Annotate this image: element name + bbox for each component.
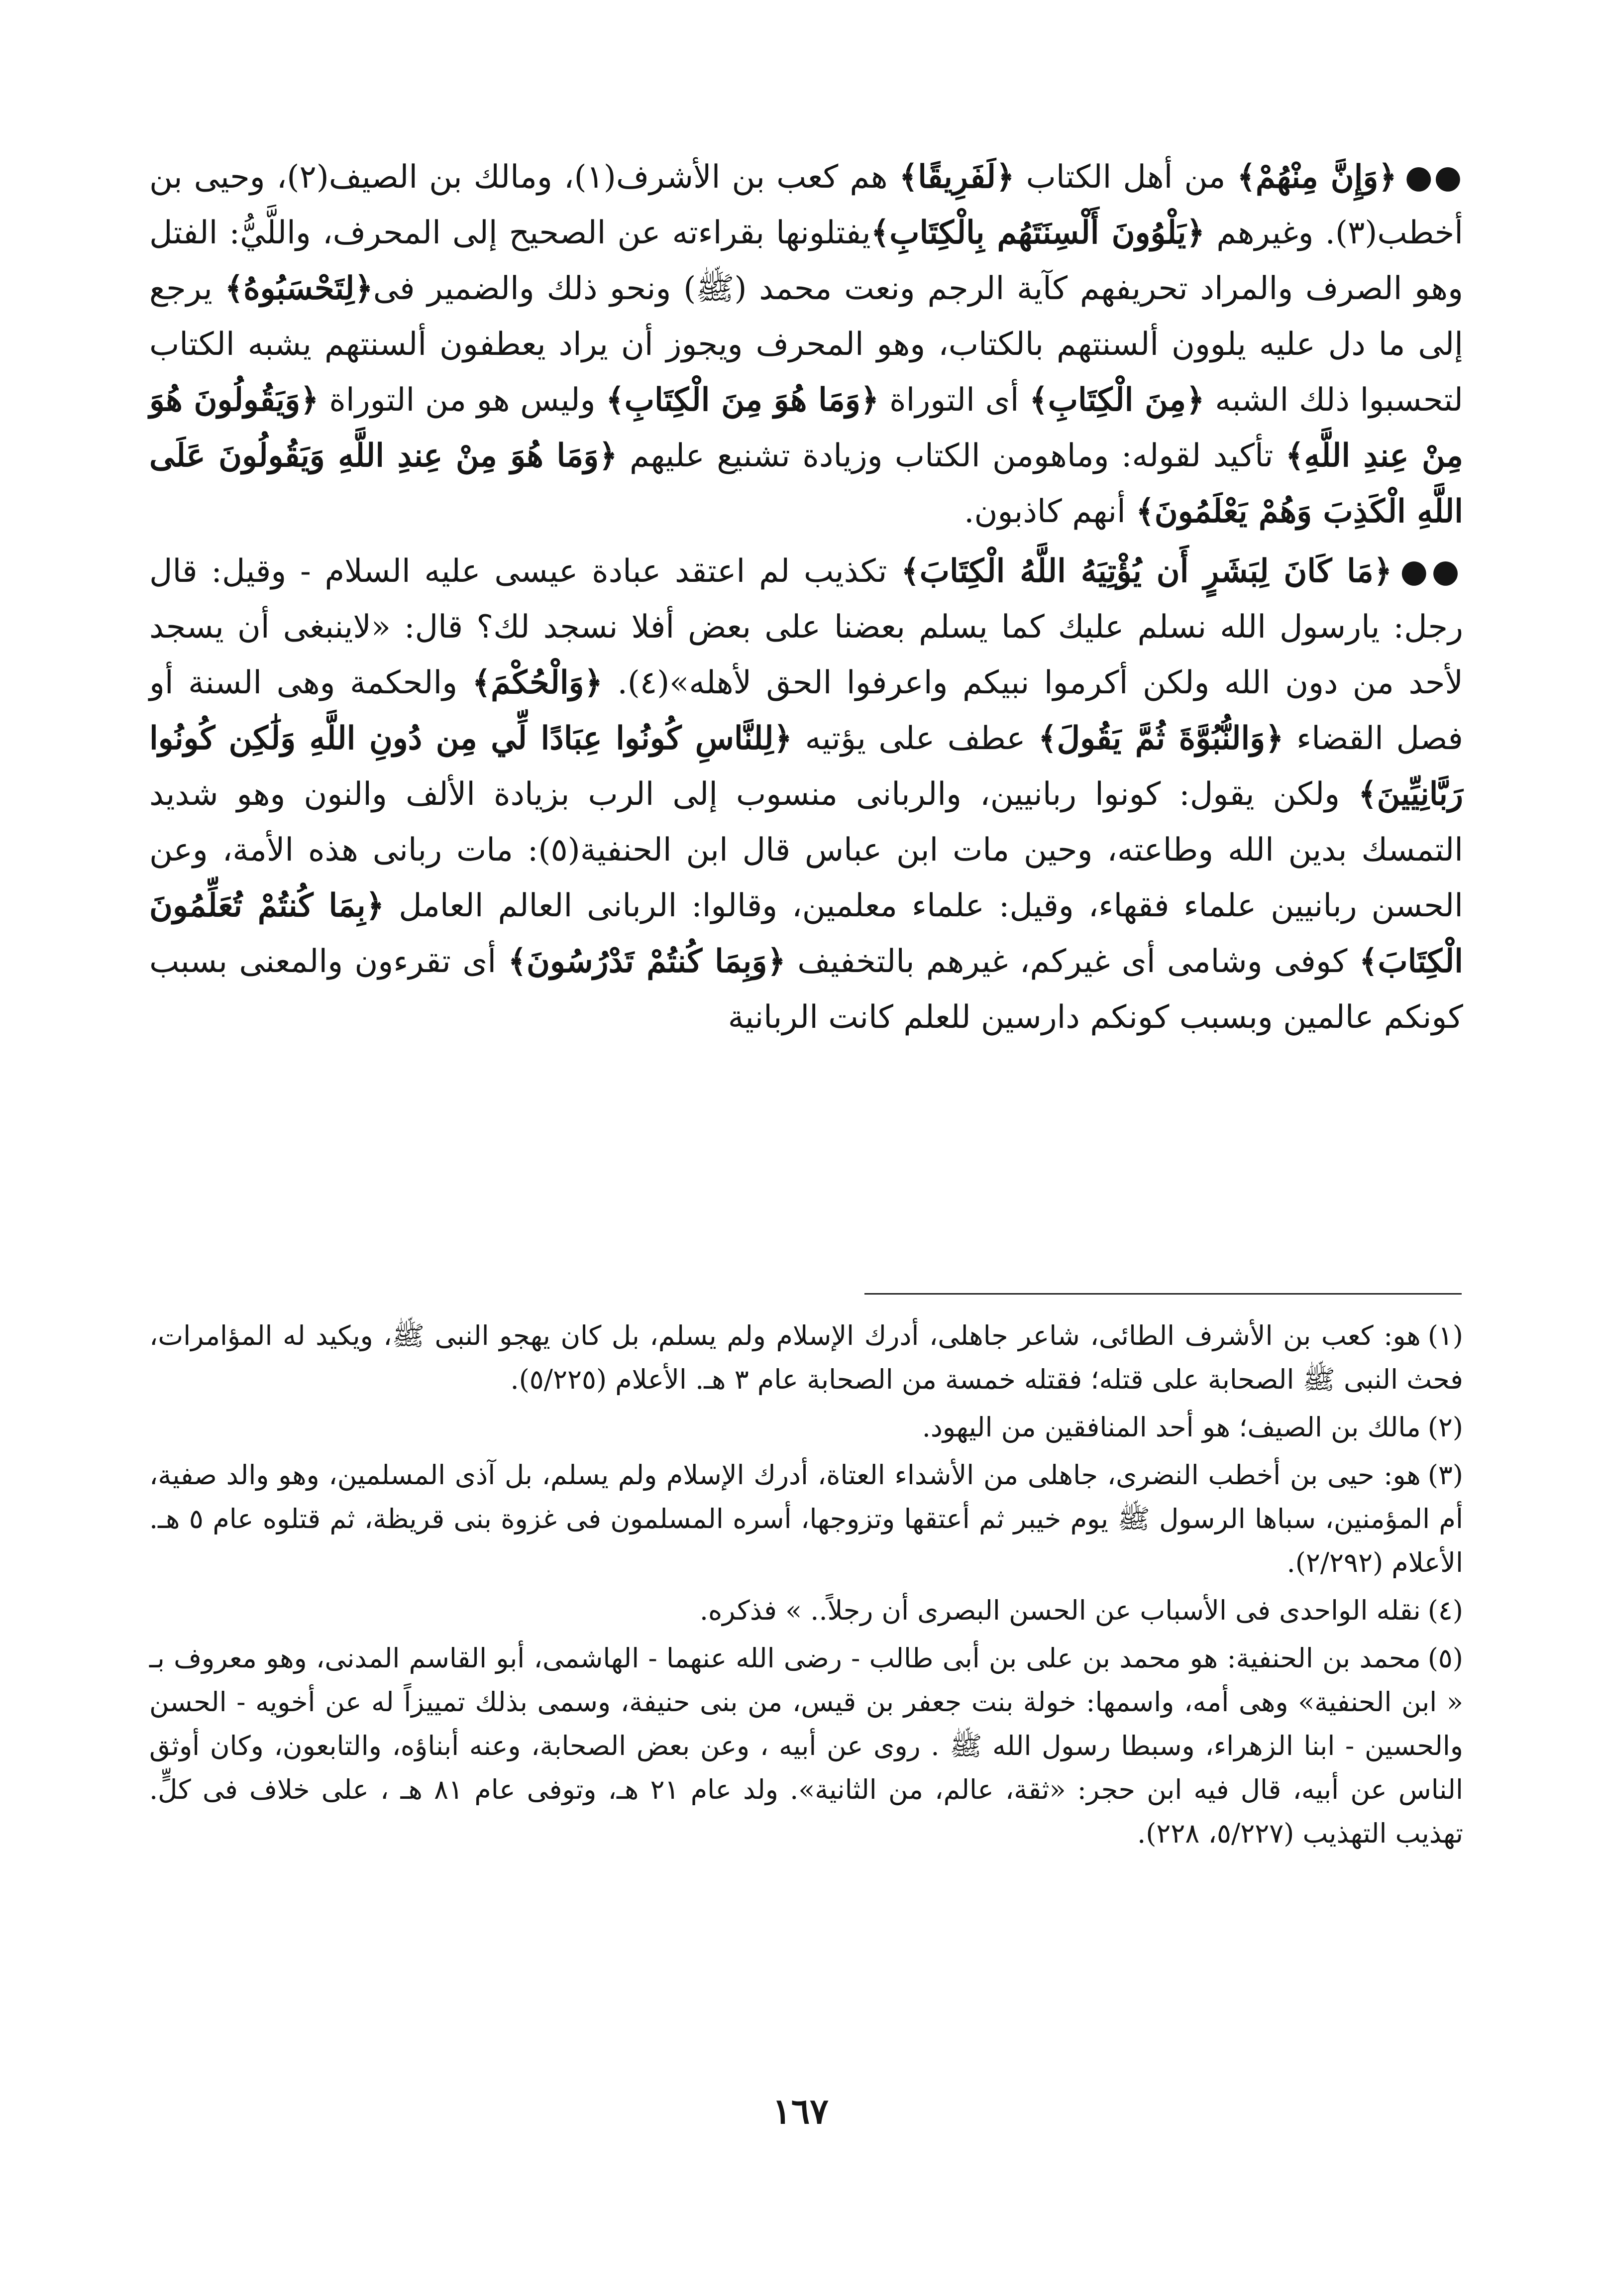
quran-quote: ﴿وَالْحُكْمَ﴾: [472, 664, 603, 701]
quran-quote: ﴿بِمَا كُنتُمْ تُعَلِّمُونَ الْكِتَابَ﴾: [149, 887, 1464, 980]
quran-quote: ﴿لِلنَّاسِ كُونُوا عِبَادًا لِّي مِن دُونِ اللَّهِ وَلَٰكِن كُونُوا رَبَّانِيِّينَ﴾: [149, 720, 1463, 813]
footnote-number: (١): [1427, 1320, 1463, 1351]
quran-quote: ﴿لِتَحْسَبُوهُ﴾: [224, 270, 373, 307]
footnote-3: [149, 1453, 1463, 1585]
footnote-1: [149, 1314, 1463, 1402]
commentary-text: من أهل الكتاب: [1014, 159, 1237, 196]
quran-quote: ﴿وَمَا هُوَ مِنَ الْكِتَابِ﴾: [606, 381, 879, 419]
footnotes: [149, 1314, 1463, 1859]
footnote-5: [149, 1637, 1463, 1856]
quran-quote: ﴿وَإِنَّ مِنْهُمْ﴾: [1237, 158, 1397, 196]
commentary-text: والحكمة وهى السنة أو فصل القضاء: [149, 664, 1463, 757]
page-number: ١٦٧: [772, 2090, 829, 2132]
paragraph-bullet: ●●: [1404, 158, 1464, 196]
commentary-text: وليس هو من التوراة: [319, 382, 606, 419]
commentary-text: أى تقرءون والمعنى بسبب كونكم عالمين وبسبب كونكم دارسين للعلم كانت الربانية: [149, 943, 1463, 1036]
footnote-text: نقله الواحدى فى الأسباب عن الحسن البصرى أن رجلاً.. » فذكره.: [699, 1595, 1421, 1626]
quran-quote: ﴿وَالنُّبُوَّةَ ثُمَّ يَقُولَ﴾: [1038, 720, 1284, 757]
footnote-number: (٥): [1427, 1642, 1463, 1674]
commentary-text: ولكن يقول: كونوا ربانيين، والربانى منسوب إلى الرب بزيادة الألف والنون وهو شديد التمسك بدين الله وطاعته، وحين مات ابن عباس قال ابن الحنفية(٥): مات ربانى هذه الأمة، وعن الحسن ربانيين علماء فقهاء، وقيل: علماء معلمين، وقالوا: الربانى العالم العامل: [149, 776, 1464, 924]
footnote-2: [149, 1406, 1463, 1449]
commentary-text: عطف على يؤتيه: [792, 720, 1039, 757]
footnote-number: (٢): [1427, 1412, 1463, 1443]
commentary-text: هم كعب بن الأشرف(١)، ومالك بن الصيف(٢)، وحيى بن أخطب(٣). وغيرهم: [149, 159, 1464, 251]
footnote-text: مالك بن الصيف؛ هو أحد المنافقين من اليهود.: [922, 1412, 1421, 1443]
commentary-text: أنهم كاذبون.: [964, 493, 1136, 530]
footnote-divider: [864, 1293, 1462, 1295]
main-text: [149, 149, 1463, 1045]
commentary-text: تكذيب لم اعتقد عبادة عيسى عليه السلام - وقيل: قال رجل: يارسول الله نسلم عليك كما يسلم بعضنا على بعض أفلا نسجد لك؟ قال: «لاينبغى أن يسجد لأحد من دون الله ولكن أكرموا نبيكم واعرفوا الحق لأهله»(٤).: [149, 553, 1464, 701]
footnote-text: هو: كعب بن الأشرف الطائى، شاعر جاهلى، أدرك الإسلام ولم يسلم، بل كان يهجو النبى ﷺ، ويكيد له المؤامرات، فحث النبى ﷺ الصحابة على قتله؛ فقتله خمسة من الصحابة عام ٣ هـ. الأعلام (٥/٢٢٥).: [149, 1320, 1463, 1395]
quran-quote: ﴿مَا كَانَ لِبَشَرٍ أَن يُؤْتِيَهُ اللَّهُ الْكِتَابَ﴾: [901, 552, 1392, 590]
commentary-text: تأكيد لقوله: وماهومن الكتاب وزيادة تشنيع عليهم: [617, 437, 1285, 474]
footnote-4: [149, 1589, 1463, 1633]
quran-quote: ﴿وَيَقُولُونَ هُوَ مِنْ عِندِ اللَّهِ﴾: [149, 381, 1464, 474]
quran-quote: ﴿وَبِمَا كُنتُمْ تَدْرُسُونَ﴾: [508, 943, 786, 980]
footnote-number: (٣): [1427, 1459, 1463, 1491]
paragraph-2: [149, 544, 1463, 1045]
commentary-text: يرجع إلى ما دل عليه يلوون ألسنتهم بالكتاب، وهو المحرف ويجوز أن يراد يعطفون ألسنتهم يشبه الكتاب لتحسبوا ذلك الشبه: [149, 270, 1464, 419]
footnote-number: (٤): [1427, 1595, 1463, 1626]
commentary-text: يفتلونها بقراءته عن الصحيح إلى المحرف، واللَّيُّ: الفتل وهو الصرف والمراد تحريفهم كآية الرجم ونعت محمد (ﷺ) ونحو ذلك والضمير فى: [149, 215, 1464, 307]
quran-quote: ﴿لَفَرِيقًا﴾: [899, 158, 1015, 196]
quran-quote: ﴿وَمَا هُوَ مِنْ عِندِ اللَّهِ وَيَقُولُونَ عَلَى اللَّهِ الْكَذِبَ وَهُمْ يَعْلَمُونَ﴾: [149, 437, 1463, 530]
commentary-text: أى التوراة: [879, 382, 1030, 419]
footnote-text: هو: حيى بن أخطب النضرى، جاهلى من الأشداء العتاة، أدرك الإسلام ولم يسلم، بل آذى المسلمين، وهو والد صفية، أم المؤمنين، سباها الرسول ﷺ يوم خيبر ثم أعتقها وتزوجها، أسره المسلمون فى غزوة بنى قريظة، ثم قتلوه عام ٥ هـ. الأعلام (٢/٢٩٢).: [149, 1459, 1463, 1578]
quran-quote: ﴿مِنَ الْكِتَابِ﴾: [1029, 381, 1205, 419]
paragraph-1: [149, 149, 1463, 540]
commentary-text: كوفى وشامى أى غيركم، غيرهم بالتخفيف: [785, 943, 1359, 980]
paragraph-bullet: ●●: [1400, 552, 1464, 590]
footnote-text: محمد بن الحنفية: هو محمد بن على بن أبى طالب - رضى الله عنهما - الهاشمى، أبو القاسم المدنى، وهو معروف بـ « ابن الحنفية» وهى أمه، واسمها: خولة بنت جعفر بن قيس، من بنى حنيفة، وسمى بذلك تمييزاً له عن أخويه - الحسن والحسين - ابنا الزهراء، وسبطا رسول الله ﷺ . روى عن أبيه ، وعن بعض الصحابة، وعنه أبناؤه، والتابعون، وكان أوثق الناس عن أبيه، قال فيه ابن حجر: «ثقة، عالم، من الثانية». ولد عام ٢١ هـ، وتوفى عام ٨١ هـ ، على خلاف فى كلٍّ. تهذيب التهذيب (٥/٢٢٧، ٢٢٨).: [149, 1642, 1464, 1849]
quran-quote: ﴿يَلْوُونَ أَلْسِنَتَهُم بِالْكِتَابِ﴾: [870, 214, 1205, 251]
